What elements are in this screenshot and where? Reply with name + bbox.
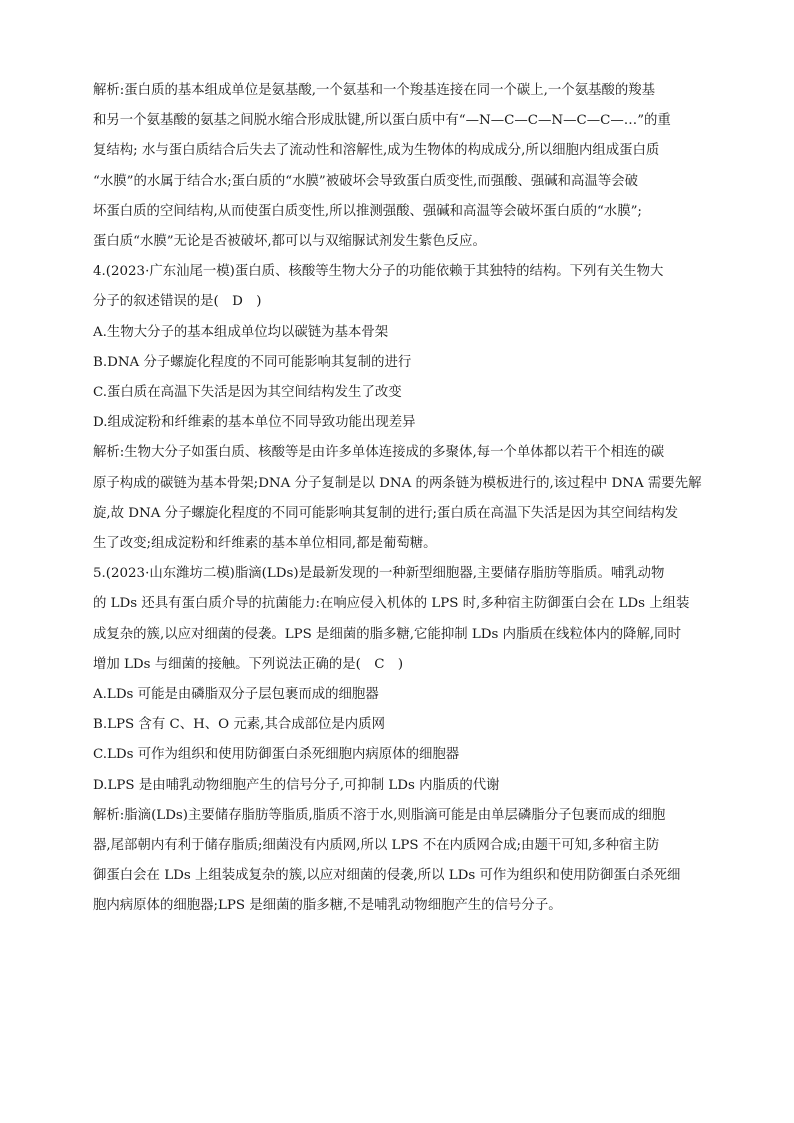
option-a: A.生物大分子的基本组成单位均以碳链为基本骨架 [93, 324, 389, 340]
question-stem-line: 5.(2023·山东潍坊二模)脂滴(LDs)是最新发现的一种新型细胞器,主要储存脂肪等脂质。哺乳动物 [93, 566, 665, 582]
question-5 [93, 559, 703, 921]
option-d: D.LPS 是由哺乳动物细胞产生的信号分子,可抑制 LDs 内脂质的代谢 [93, 777, 500, 793]
document-content [93, 76, 703, 922]
analysis-line: 御蛋白会在 LDs 上组装成复杂的簇,以应对细菌的侵袭,所以 LDs 可作为组织和使用防御蛋白杀死细 [93, 868, 681, 884]
analysis-line: 生了改变;组成淀粉和纤维素的基本单位相同,都是葡萄糖。 [93, 536, 437, 552]
question-stem-line: 成复杂的簇,以应对细菌的侵袭。LPS 是细菌的脂多糖,它能抑制 LDs 内脂质在线粒体内的降解,同时 [93, 626, 681, 642]
analysis-line: 解析:脂滴(LDs)主要储存脂肪等脂质,脂质不溶于水,则脂滴可能是由单层磷脂分子包裹而成的细胞 [93, 807, 666, 823]
question-stem-line: 的 LDs 还具有蛋白质介导的抗菌能力:在响应侵入机体的 LPS 时,多种宿主防御蛋白会在 LDs 上组装 [93, 596, 690, 612]
text-line: 坏蛋白质的空间结构,从而使蛋白质变性,所以推测强酸、强碱和高温等会破坏蛋白质的“水膜”; [93, 203, 642, 219]
text-line: “水膜”的水属于结合水;蛋白质的“水膜”被破坏会导致蛋白质变性,而强酸、强碱和高温等会破 [93, 173, 638, 189]
text-line: 和另一个氨基酸的氨基之间脱水缩合形成肽键,所以蛋白质中有“—N—C—C—N—C—C—…”的重 [93, 113, 671, 129]
analysis-line: 旋,故 DNA 分子螺旋化程度的不同可能影响其复制的进行;蛋白质在高温下失活是因为其空间结构发 [93, 505, 679, 521]
question-4 [93, 257, 703, 559]
option-c: C.蛋白质在高温下失活是因为其空间结构发生了改变 [93, 385, 402, 401]
option-b: B.LPS 含有 C、H、O 元素,其合成部位是内质网 [93, 717, 385, 733]
question-stem-line: 4.(2023·广东汕尾一模)蛋白质、核酸等生物大分子的功能依赖于其独特的结构。下列有关生物大 [93, 264, 664, 280]
question-stem-line: 增加 LDs 与细菌的接触。下列说法正确的是( C ) [93, 656, 404, 672]
option-a: A.LDs 可能是由磷脂双分子层包裹而成的细胞器 [93, 687, 379, 703]
option-c: C.LDs 可作为组织和使用防御蛋白杀死细胞内病原体的细胞器 [93, 747, 460, 763]
analysis-line: 解析:生物大分子如蛋白质、核酸等是由许多单体连接成的多聚体,每一个单体都以若干个相连的碳 [93, 445, 665, 461]
analysis-line: 原子构成的碳链为基本骨架;DNA 分子复制是以 DNA 的两条链为模板进行的,该过程中 DNA 需要先解 [93, 475, 702, 491]
option-b: B.DNA 分子螺旋化程度的不同可能影响其复制的进行 [93, 354, 412, 370]
analysis-line: 胞内病原体的细胞器;LPS 是细菌的脂多糖,不是哺乳动物细胞产生的信号分子。 [93, 898, 562, 914]
text-line: 复结构; 水与蛋白质结合后失去了流动性和溶解性,成为生物体的构成成分,所以细胞内组成蛋白质 [93, 143, 660, 159]
option-d: D.组成淀粉和纤维素的基本单位不同导致功能出现差异 [93, 415, 416, 431]
analysis-q3 [93, 76, 703, 257]
text-line: 解析:蛋白质的基本组成单位是氨基酸,一个氨基和一个羧基连接在同一个碳上,一个氨基酸的羧基 [93, 83, 656, 98]
text-line: 蛋白质“水膜”无论是否被破坏,都可以与双缩脲试剂发生紫色反应。 [93, 234, 486, 250]
analysis-line: 器,尾部朝内有利于储存脂质;细菌没有内质网,所以 LPS 不在内质网合成;由题干可知,多种宿主防 [93, 838, 660, 854]
question-stem-line: 分子的叙述错误的是( D ) [93, 294, 262, 310]
